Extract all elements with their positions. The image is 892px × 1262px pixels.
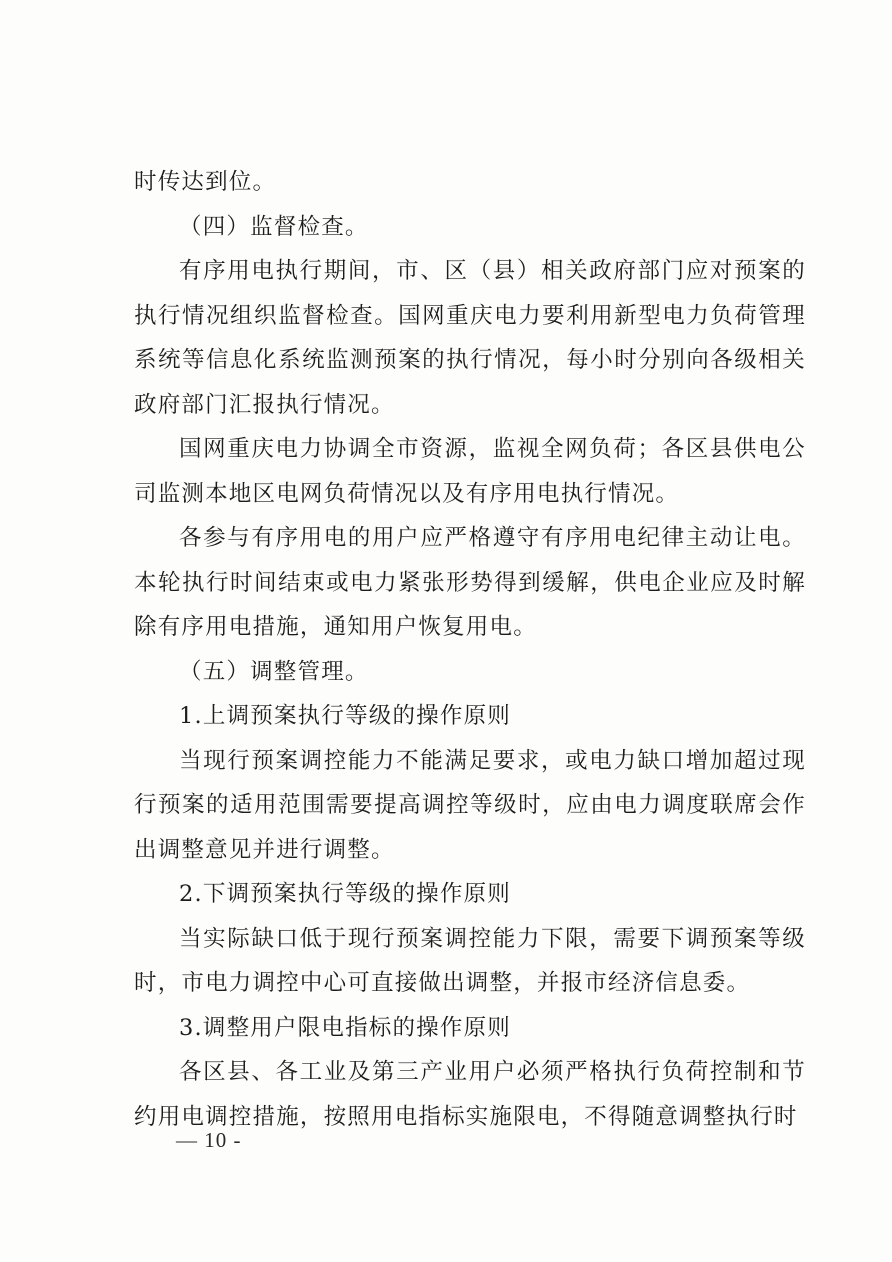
paragraph-11: 各区县、各工业及第三产业用户必须严格执行负荷控制和节约用电调控措施，按照用电指标实施限电，不得随意调整执行时	[134, 1059, 806, 1130]
paragraph-7: 当现行预案调控能力不能满足要求，或电力缺口增加超过现行预案的适用范围需要提高调控等级时，应由电力调度联席会作出调整意见并进行调整。	[134, 747, 806, 863]
paragraph-0: 时传达到位。	[134, 169, 277, 195]
paragraph-2: 有序用电执行期间，市、区（县）相关政府部门应对预案的执行情况组织监督检查。国网重庆电力要利用新型电力负荷管理系统等信息化系统监测预案的执行情况，每小时分别向各级相关政府部门汇报执行情况。	[134, 258, 806, 418]
paragraph-4: 各参与有序用电的用户应严格遵守有序用电纪律主动让电。本轮执行时间结束或电力紧张形势得到缓解，供电企业应及时解除有序用电措施，通知用户恢复用电。	[134, 525, 806, 640]
page-number: — 10 -	[176, 1128, 242, 1152]
paragraph-9: 当实际缺口低于现行预案调控能力下限，需要下调预案等级时，市电力调控中心可直接做出调整，并报市经济信息委。	[134, 925, 806, 996]
document-body	[134, 160, 806, 1139]
section-heading-supervision: （四）监督检查。	[179, 213, 369, 240]
subheading-1: 1.上调预案执行等级的操作原则	[179, 703, 511, 729]
subheading-2: 2.下调预案执行等级的操作原则	[179, 881, 511, 907]
subheading-3: 3.调整用户限电指标的操作原则	[179, 1014, 511, 1041]
paragraph-3: 国网重庆电力协调全市资源，监视全网负荷；各区县供电公司监测本地区电网负荷情况以及有序用电执行情况。	[134, 436, 806, 507]
section-heading-adjustment: （五）调整管理。	[179, 658, 369, 685]
